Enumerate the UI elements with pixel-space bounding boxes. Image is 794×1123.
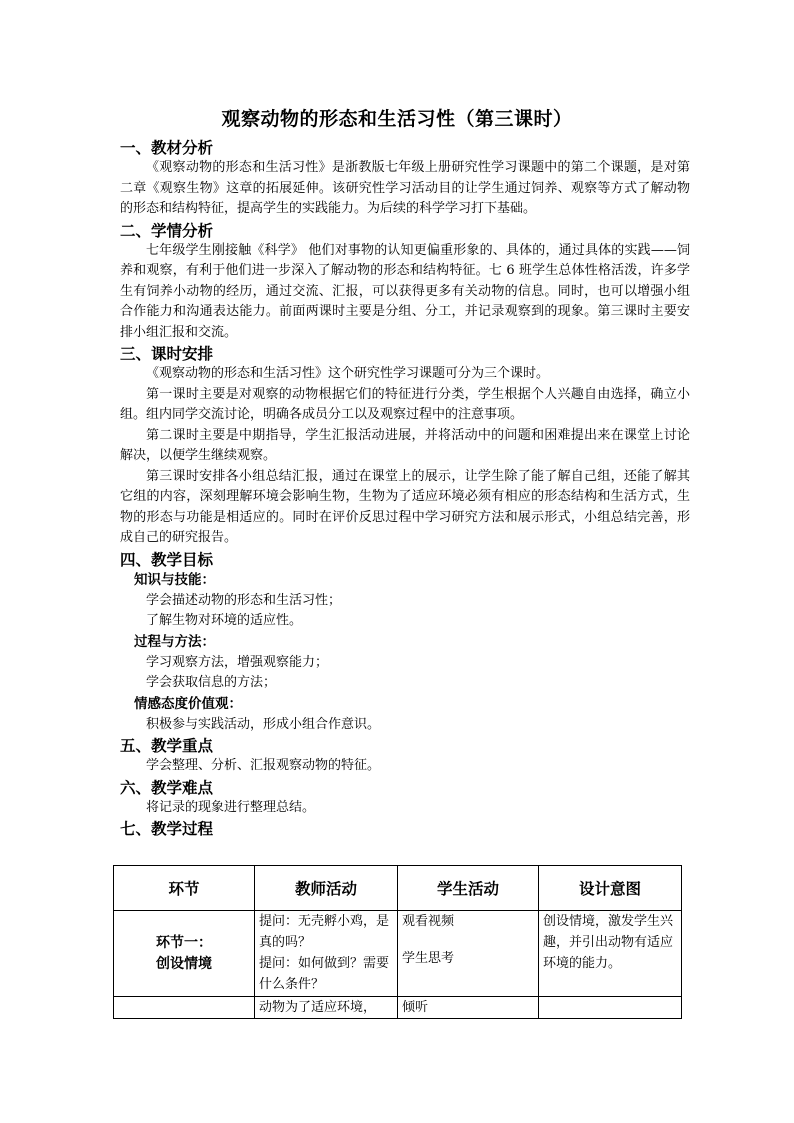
subheading-emotion: 情感态度价值观： [134,695,242,712]
teaching-process-table [113,865,682,1019]
paragraph: 《观察动物的形态和生活习性》是浙教版七年级上册研究性学习课题中的第二个课题，是对第二章《观察生物》这章的拓展延伸。该研究性学习活动目的让学生通过饲养、观察等方式了解动物的形态和结构特征，提高学生的实践能力。为后续的科学学习打下基础。 [120,160,690,216]
stage-cell [114,997,255,1019]
subheading-knowledge: 知识与技能： [134,571,215,588]
section-heading: 一、教材分析 [120,138,214,157]
section-heading: 五、教学重点 [120,736,214,755]
teacher-activity-text: 提问：无壳孵小鸡，是真的吗？ [259,914,390,950]
key-point-item: 学会整理、分析、汇报观察动物的特征。 [146,758,381,773]
paragraph: 第一课时主要是对观察的动物根据它们的特征进行分类，学生根据个人兴趣自由选择，确立小组。组内同学交流讨论，明确各成员分工以及观察过程中的注意事项。 [120,386,690,422]
teacher-activity-cell: 动物为了适应环境， [255,997,398,1019]
table-row [114,911,682,997]
student-activity-text: 学生思考 [402,951,455,966]
section-heading: 三、课时安排 [120,344,214,363]
section-heading: 二、学情分析 [120,220,214,240]
table-header-cell: 环节 [114,866,255,911]
section-heading: 七、教学过程 [120,819,214,838]
objective-item: 积极参与实践活动，形成小组合作意识。 [146,716,381,732]
subheading-method: 过程与方法： [134,633,215,650]
design-intent-cell: 创设情境，激发学生兴趣，并引出动物有适应环境的能力。 [539,911,682,997]
stage-name: 创设情境 [156,955,212,972]
student-activity-cell: 倾听 [398,997,539,1019]
stage-cell [114,911,255,997]
design-intent-cell [539,997,682,1019]
teacher-activity-text: 提问：如何做到？需要什么条件？ [259,956,390,992]
table-header-cell: 设计意图 [539,866,682,911]
paragraph: 《观察动物的形态和生活习性》这个研究性学习课题可分为三个课时。 [146,366,550,381]
objective-item: 了解生物对环境的适应性。 [146,613,303,628]
paragraph: 第三课时安排各小组总结汇报，通过在课堂上的展示，让学生除了能了解自己组，还能了解其它组的内容，深刻理解环境会影响生物，生物为了适应环境必须有相应的形态结构和生活方式，生物的形态与功能是相适应的。同时在评价反思过程中学习研究方法和展示形式，小组总结完善，形成自己的研究报告。 [120,468,690,545]
page-title: 观察动物的形态和生活习性（第三课时） [221,108,573,130]
section-heading: 四、教学目标 [120,549,214,569]
table-header-cell: 学生活动 [398,866,539,911]
student-activity-cell [398,911,539,997]
objective-item: 学会描述动物的形态和生活习性； [146,592,342,608]
paragraph: 七年级学生刚接触《科学》 他们对事物的认知更偏重形象的、具体的，通过具体的实践——饲养和观察，有利于他们进一步深入了解动物的形态和结构特征。七 6 班学生总体性格活泼，许多学生有饲养小动物的经历，通过交流、汇报，可以获得更多有关动物的信息。同时，也可以增强小组合作能力和沟通表达能力。前面两课时主要是分组、分工，并记录观察到的现象。第三课时主要安排小组汇报和交流。 [120,242,690,340]
stage-label: 环节一： [156,934,212,951]
difficulty-item: 将记录的现象进行整理总结。 [146,799,316,815]
objective-item: 学会获取信息的方法； [146,675,277,690]
teacher-activity-cell [255,911,398,997]
section-heading: 六、教学难点 [120,777,214,797]
table-row [114,997,682,1019]
paragraph: 第二课时主要是中期指导，学生汇报活动进展，并将活动中的问题和困难提出来在课堂上讨论解决，以便学生继续观察。 [120,427,690,463]
objective-item: 学习观察方法，增强观察能力； [146,654,329,670]
table-header-row [114,866,682,911]
table-header-cell: 教师活动 [255,866,398,911]
document-body [120,137,690,839]
student-activity-text: 观看视频 [402,914,455,929]
